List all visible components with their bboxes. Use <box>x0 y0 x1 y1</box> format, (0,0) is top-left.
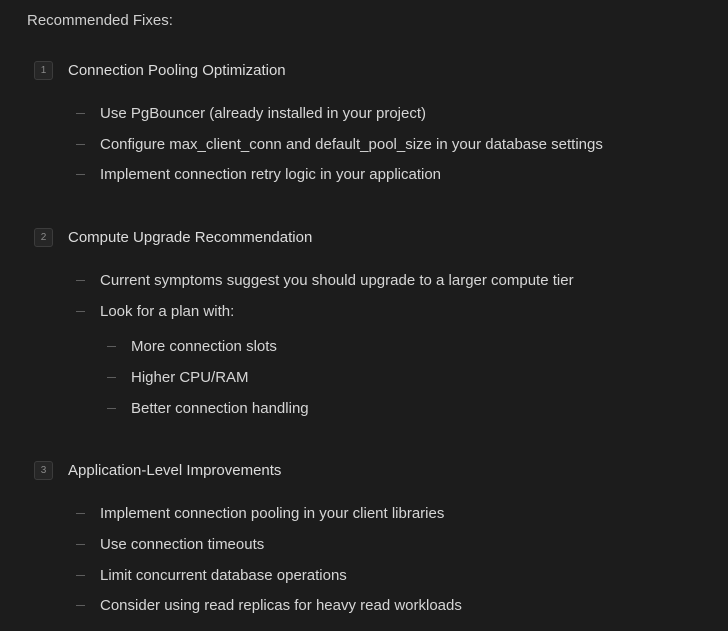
list-item <box>76 303 234 320</box>
section-title: Connection Pooling Optimization <box>68 62 286 79</box>
list-item <box>76 166 441 183</box>
section-1-title-row <box>34 61 286 80</box>
list-item <box>76 536 264 553</box>
dash-bullet-icon <box>107 346 116 347</box>
list-item <box>76 136 603 153</box>
recommended-fixes-heading: Recommended Fixes: <box>27 12 173 29</box>
section-number-badge: 2 <box>34 228 53 247</box>
dash-bullet-icon <box>76 174 85 175</box>
dash-bullet-icon <box>76 513 85 514</box>
list-item <box>76 505 444 522</box>
list-item-text: More connection slots <box>131 338 277 355</box>
list-item-text: Use PgBouncer (already installed in your project) <box>100 105 426 122</box>
list-item-text: Implement connection retry logic in your application <box>100 166 442 183</box>
dash-bullet-icon <box>76 311 85 312</box>
nested-list-item <box>107 338 277 355</box>
list-item <box>76 597 462 614</box>
dash-bullet-icon <box>76 575 85 576</box>
nested-list-item <box>107 400 309 417</box>
section-title: Application-Level Improvements <box>68 462 282 479</box>
section-number-badge: 1 <box>34 61 53 80</box>
list-item <box>76 567 347 584</box>
list-item-text: Use connection timeouts <box>100 536 265 553</box>
dash-bullet-icon <box>107 377 116 378</box>
list-item <box>76 105 426 122</box>
dash-bullet-icon <box>76 113 85 114</box>
list-item <box>76 272 574 289</box>
list-item-text: Better connection handling <box>131 400 309 417</box>
dash-bullet-icon <box>76 144 85 145</box>
section-title: Compute Upgrade Recommendation <box>68 229 313 246</box>
dash-bullet-icon <box>76 605 85 606</box>
section-number-badge: 3 <box>34 461 53 480</box>
dash-bullet-icon <box>107 408 116 409</box>
section-3-title-row <box>34 461 281 480</box>
list-item-text: Consider using read replicas for heavy read workloads <box>100 597 462 614</box>
list-item-text: Current symptoms suggest you should upgrade to a larger compute tier <box>100 272 574 289</box>
list-item-text: Limit concurrent database operations <box>100 567 347 584</box>
section-2-title-row <box>34 228 312 247</box>
dash-bullet-icon <box>76 544 85 545</box>
list-item-text: Higher CPU/RAM <box>131 369 249 386</box>
list-item-text: Implement connection pooling in your client libraries <box>100 505 445 522</box>
list-item-text: Look for a plan with: <box>100 303 235 320</box>
list-item-text: Configure max_client_conn and default_pool_size in your database settings <box>100 136 603 153</box>
dash-bullet-icon <box>76 280 85 281</box>
nested-list-item <box>107 369 249 386</box>
